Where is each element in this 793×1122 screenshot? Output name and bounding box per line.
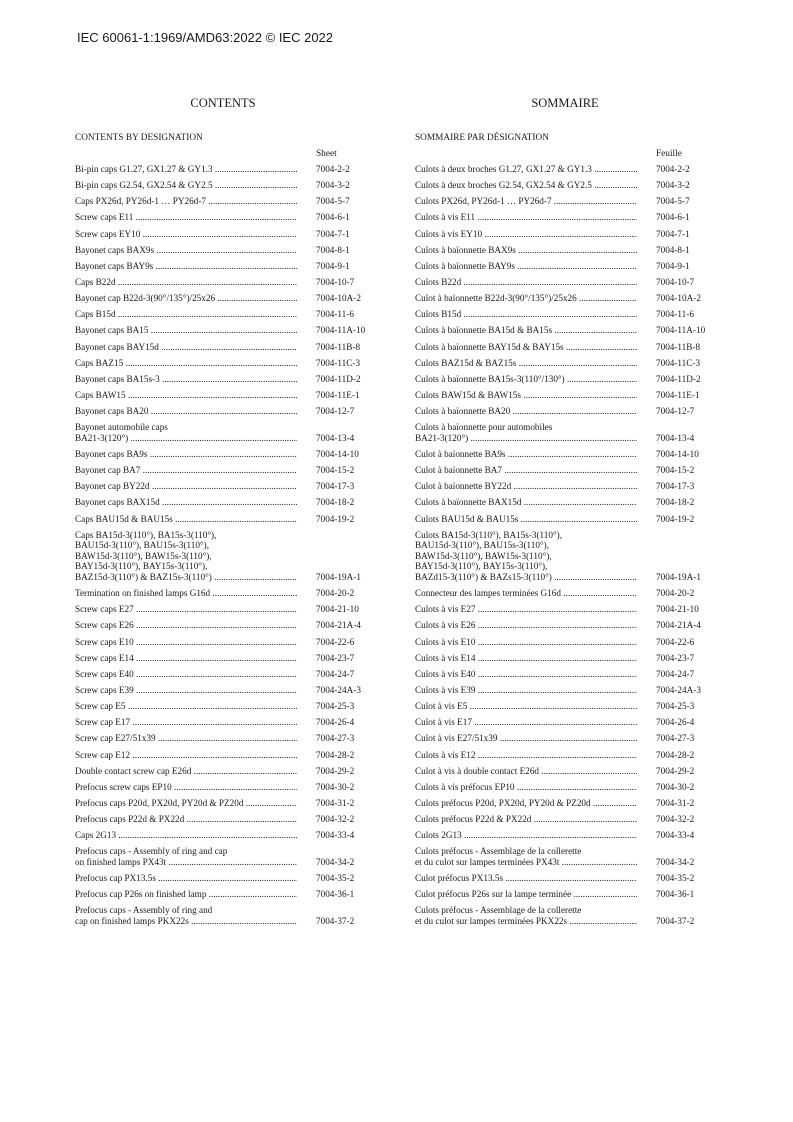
toc-entry <box>75 588 395 599</box>
toc-entry-sheet: 7004-19A-1 <box>656 572 701 583</box>
toc-entry-sheet: 7004-15-2 <box>316 465 355 476</box>
toc-entry <box>75 514 395 525</box>
toc-entry-title: Culots à deux broches G1.27, GX1.27 & GY1.3 ..... <box>415 164 637 175</box>
toc-entry <box>415 342 735 353</box>
toc-entry-sheet: 7004-18-2 <box>316 497 355 508</box>
toc-entry-sheet: 7004-11D-2 <box>656 373 701 384</box>
toc-entry-sheet: 7004-36-1 <box>656 889 695 900</box>
toc-entry <box>415 325 735 336</box>
toc-entry-title: Culot préfocus PX13.5s ..... <box>415 873 637 884</box>
toc-entry-sheet: 7004-9-1 <box>656 260 690 271</box>
toc-entry-sheet: 7004-30-2 <box>316 781 355 792</box>
toc-entry-sheet: 7004-11B-8 <box>316 341 361 352</box>
toc-entry-sheet: 7004-19A-1 <box>316 572 361 583</box>
toc-entry-sheet: 7004-29-2 <box>316 765 355 776</box>
toc-entry <box>75 422 395 443</box>
toc-entry <box>415 766 735 777</box>
toc-entry-title: Culots à baïonnette BA20 ..... <box>415 406 637 417</box>
sheet-column-header: Sheet <box>316 149 337 159</box>
toc-entry <box>415 669 735 680</box>
contents-subtitle: CONTENTS BY DESIGNATION <box>75 133 203 143</box>
toc-entry-title-prefix: Caps BA15d-3(110°), BA15s-3(110°), BAU15d-3(110°), BAU15s-3(110°), BAW15d-3(110°), BAW15s-3(110°), BAY15d-3(110°), BAY15s-3(110°), <box>75 529 217 572</box>
toc-entry-sheet: 7004-36-1 <box>316 889 355 900</box>
toc-entry <box>75 530 395 583</box>
toc-entry <box>75 750 395 761</box>
toc-entry-sheet: 7004-10-7 <box>656 276 695 287</box>
sommaire-list <box>415 164 735 932</box>
toc-entry-sheet: 7004-15-2 <box>656 465 695 476</box>
toc-entry-sheet: 7004-14-10 <box>656 448 699 459</box>
toc-entry <box>415 465 735 476</box>
sommaire-subtitle: SOMMAIRE PAR DÉSIGNATION <box>415 133 549 143</box>
toc-entry-title: Culots B15d ..... <box>415 309 637 320</box>
toc-entry-sheet: 7004-37-2 <box>316 916 355 927</box>
toc-entry-sheet: 7004-17-3 <box>656 481 695 492</box>
toc-entry-title: Screw caps E14 ..... <box>75 653 297 664</box>
toc-entry <box>75 766 395 777</box>
toc-entry-sheet: 7004-32-2 <box>316 814 355 825</box>
toc-entry-sheet: 7004-11-6 <box>316 309 354 320</box>
toc-entry-title: Culots préfocus P22d & PX22d ..... <box>415 814 637 825</box>
toc-entry-sheet: 7004-10-7 <box>316 276 355 287</box>
toc-entry-title: Bayonet caps BAX15d ..... <box>75 497 297 508</box>
toc-entry <box>415 814 735 825</box>
toc-entry-sheet: 7004-24A-3 <box>316 685 361 696</box>
toc-entry <box>75 212 395 223</box>
feuille-column-header: Feuille <box>656 149 682 159</box>
toc-entry-title: BAZ15d-3(110°) & BAZ15s-3(110°) ..... <box>75 572 297 583</box>
toc-entry-sheet: 7004-3-2 <box>656 180 690 191</box>
toc-entry-sheet: 7004-22-6 <box>656 636 695 647</box>
toc-entry <box>75 325 395 336</box>
toc-entry-title: Culots à vis préfocus EP10 ..... <box>415 782 637 793</box>
toc-entry <box>415 905 735 926</box>
toc-entry <box>415 164 735 175</box>
toc-entry-title: Screw caps E40 ..... <box>75 669 297 680</box>
toc-entry-title: Bayonet caps BAX9s ..... <box>75 245 297 256</box>
toc-entry-sheet: 7004-11C-3 <box>316 357 361 368</box>
toc-entry-sheet: 7004-21-10 <box>656 604 699 615</box>
toc-entry <box>415 530 735 583</box>
toc-entry-sheet: 7004-25-3 <box>316 701 355 712</box>
toc-entry-sheet: 7004-17-3 <box>316 481 355 492</box>
toc-entry <box>75 798 395 809</box>
toc-entry <box>75 653 395 664</box>
toc-entry <box>75 782 395 793</box>
toc-entry-title: Prefocus screw caps EP10 ..... <box>75 782 297 793</box>
toc-entry <box>75 604 395 615</box>
toc-entry-title: BA21-3(120°) ..... <box>415 433 637 444</box>
toc-entry-sheet: 7004-24-7 <box>316 668 355 679</box>
toc-entry <box>75 846 395 867</box>
toc-entry <box>415 798 735 809</box>
toc-entry <box>75 620 395 631</box>
toc-entry <box>415 309 735 320</box>
toc-entry-title: Culots à baïonnette BA15d & BA15s ..... <box>415 325 637 336</box>
toc-entry-title-prefix: Culots préfocus - Assemblage de la collerette <box>415 846 582 857</box>
toc-entry-sheet: 7004-11B-8 <box>656 341 701 352</box>
toc-entry-title: BA21-3(120°) ..... <box>75 433 297 444</box>
toc-entry-title: Culot à baïonnette BY22d ..... <box>415 481 637 492</box>
toc-entry-title: Culots à vis E27 ..... <box>415 604 637 615</box>
toc-entry-title: Culot à baïonnette BA7 ..... <box>415 465 637 476</box>
toc-entry-title: Bayonet cap BY22d ..... <box>75 481 297 492</box>
toc-entry-title: Screw caps E39 ..... <box>75 685 297 696</box>
toc-entry-sheet: 7004-12-7 <box>316 406 355 417</box>
toc-entry-sheet: 7004-34-2 <box>316 857 355 868</box>
toc-entry <box>75 637 395 648</box>
toc-entry-sheet: 7004-3-2 <box>316 180 350 191</box>
toc-entry-sheet: 7004-6-1 <box>316 212 350 223</box>
toc-entry-title: Culot préfocus P26s sur la lampe terminée ..... <box>415 889 637 900</box>
toc-entry <box>75 390 395 401</box>
toc-entry-sheet: 7004-31-2 <box>656 798 695 809</box>
toc-entry <box>415 212 735 223</box>
toc-entry <box>75 465 395 476</box>
toc-entry-title: Caps B15d ..... <box>75 309 297 320</box>
toc-entry-title: Bi-pin caps G1.27, GX1.27 & GY1.3 ..... <box>75 164 297 175</box>
toc-entry <box>415 750 735 761</box>
toc-entry-sheet: 7004-5-7 <box>656 196 690 207</box>
toc-entry-title: Bayonet caps BAY9s ..... <box>75 261 297 272</box>
toc-entry-sheet: 7004-30-2 <box>656 781 695 792</box>
toc-entry <box>75 293 395 304</box>
toc-entry <box>415 358 735 369</box>
toc-entry-sheet: 7004-2-2 <box>656 164 690 174</box>
sommaire-title: SOMMAIRE <box>531 96 599 110</box>
toc-entry-title: on finished lamps PX43t ..... <box>75 857 297 868</box>
toc-entry <box>75 196 395 207</box>
toc-entry-sheet: 7004-27-3 <box>316 733 355 744</box>
toc-entry <box>415 196 735 207</box>
toc-entry-sheet: 7004-19-2 <box>316 513 355 524</box>
toc-entry <box>75 669 395 680</box>
toc-entry-sheet: 7004-25-3 <box>656 701 695 712</box>
toc-entry <box>75 889 395 900</box>
toc-entry <box>415 390 735 401</box>
toc-entry-title: Bayonet cap B22d-3(90°/135°)/25x26 ..... <box>75 293 297 304</box>
toc-entry <box>415 733 735 744</box>
toc-entry <box>75 905 395 926</box>
toc-entry <box>75 733 395 744</box>
toc-entry <box>415 293 735 304</box>
toc-entry-sheet: 7004-32-2 <box>656 814 695 825</box>
contents-list <box>75 164 395 932</box>
toc-entry-title: Connecteur des lampes terminées G16d ..... <box>415 588 637 599</box>
toc-entry <box>415 637 735 648</box>
toc-entry <box>415 653 735 664</box>
toc-entry <box>415 481 735 492</box>
document-header: IEC 60061-1:1969/AMD63:2022 © IEC 2022 <box>77 30 334 45</box>
toc-entry-title: Caps PX26d, PY26d-1 … PY26d-7 ..... <box>75 196 297 207</box>
toc-entry-sheet: 7004-7-1 <box>656 228 690 239</box>
toc-entry-title: Screw caps EY10 ..... <box>75 229 297 240</box>
toc-entry-title: Screw caps E10 ..... <box>75 637 297 648</box>
toc-entry <box>75 717 395 728</box>
toc-entry-title: Culot à baïonnette B22d-3(90°/135°)/25x26 ..... <box>415 293 637 304</box>
toc-entry-title: Caps BAZ15 ..... <box>75 358 297 369</box>
toc-entry-title: Culots BAW15d & BAW15s ..... <box>415 390 637 401</box>
toc-entry-sheet: 7004-28-2 <box>656 749 695 760</box>
toc-entry-title: Culots à vis E10 ..... <box>415 637 637 648</box>
toc-entry <box>415 261 735 272</box>
toc-entry-sheet: 7004-13-4 <box>316 432 355 443</box>
toc-entry-title: Caps BAW15 ..... <box>75 390 297 401</box>
toc-entry-sheet: 7004-21-10 <box>316 604 359 615</box>
toc-entry-title: Culots BAU15d & BAU15s ..... <box>415 514 637 525</box>
toc-entry-title: Culot à vis à double contact E26d ..... <box>415 766 637 777</box>
toc-entry <box>75 830 395 841</box>
toc-entry-sheet: 7004-11D-2 <box>316 373 361 384</box>
toc-entry <box>415 497 735 508</box>
toc-entry <box>415 830 735 841</box>
toc-entry-title: Culots à vis E11 ..... <box>415 212 637 223</box>
toc-entry <box>415 717 735 728</box>
toc-entry-title: Prefocus cap P26s on finished lamp ..... <box>75 889 297 900</box>
toc-entry <box>75 481 395 492</box>
toc-entry <box>415 846 735 867</box>
toc-entry-title: Caps 2G13 ..... <box>75 830 297 841</box>
contents-title: CONTENTS <box>190 96 256 110</box>
toc-entry-sheet: 7004-9-1 <box>316 260 350 271</box>
toc-entry <box>415 229 735 240</box>
toc-entry-sheet: 7004-8-1 <box>316 244 350 255</box>
toc-entry-title: Bayonet caps BA20 ..... <box>75 406 297 417</box>
toc-entry-sheet: 7004-14-10 <box>316 448 359 459</box>
toc-entry <box>415 374 735 385</box>
toc-entry-title: Culots à baïonnette BAX9s ..... <box>415 245 637 256</box>
toc-entry <box>415 701 735 712</box>
toc-entry-title: Bayonet caps BA15 ..... <box>75 325 297 336</box>
toc-entry-sheet: 7004-35-2 <box>656 873 695 884</box>
toc-entry <box>415 889 735 900</box>
toc-entry <box>75 406 395 417</box>
toc-entry-sheet: 7004-33-4 <box>656 830 695 841</box>
toc-entry-title-prefix: Culots BA15d-3(110°), BA15s-3(110°), BAU15d-3(110°), BAU15s-3(110°), BAW15d-3(110°), BAW15s-3(110°), BAY15d-3(110°), BAY15s-3(110°), <box>415 529 563 572</box>
toc-entry-sheet: 7004-29-2 <box>656 765 695 776</box>
toc-entry <box>415 604 735 615</box>
toc-entry <box>75 261 395 272</box>
toc-entry-sheet: 7004-26-4 <box>656 717 695 728</box>
toc-entry-sheet: 7004-6-1 <box>656 212 690 223</box>
toc-entry-title: Termination on finished lamps G16d ..... <box>75 588 297 599</box>
toc-entry-title: Screw caps E26 ..... <box>75 620 297 631</box>
toc-entry <box>415 406 735 417</box>
toc-entry <box>415 180 735 191</box>
toc-entry-title: BAZd15-3(110°) & BAZs15-3(110°) ..... <box>415 572 637 583</box>
toc-entry <box>75 374 395 385</box>
toc-entry-sheet: 7004-8-1 <box>656 244 690 255</box>
toc-entry-sheet: 7004-11E-1 <box>656 389 700 400</box>
toc-entry-sheet: 7004-26-4 <box>316 717 355 728</box>
toc-entry-title: Culots BAZ15d & BAZ15s ..... <box>415 358 637 369</box>
toc-entry <box>75 873 395 884</box>
toc-entry-sheet: 7004-35-2 <box>316 873 355 884</box>
toc-entry-title: Caps BAU15d & BAU15s ..... <box>75 514 297 525</box>
toc-entry-sheet: 7004-11-6 <box>656 309 694 320</box>
toc-entry-title: Culots à baïonnette BA15s-3(110°/130°) ..... <box>415 374 637 385</box>
toc-entry <box>75 358 395 369</box>
toc-entry-title: et du culot sur lampes terminées PX43t ..... <box>415 857 637 868</box>
toc-entry-title: Culot à vis E17 ..... <box>415 717 637 728</box>
toc-entry-title: Screw caps E11 ..... <box>75 212 297 223</box>
toc-entry <box>415 449 735 460</box>
toc-entry-title: et du culot sur lampes terminées PKX22s ..... <box>415 916 637 927</box>
toc-entry-title: Culots à vis E26 ..... <box>415 620 637 631</box>
toc-entry <box>415 782 735 793</box>
toc-entry-sheet: 7004-33-4 <box>316 830 355 841</box>
toc-entry-title: Culots à vis E12 ..... <box>415 750 637 761</box>
toc-entry-sheet: 7004-11A-10 <box>316 325 366 336</box>
toc-entry-title: Culot à vis E5 ..... <box>415 701 637 712</box>
toc-entry-title: Bayonet caps BA9s ..... <box>75 449 297 460</box>
toc-entry <box>75 245 395 256</box>
toc-entry-title: cap on finished lamps PKX22s ..... <box>75 916 297 927</box>
toc-entry <box>75 342 395 353</box>
toc-entry-title: Culots à vis E14 ..... <box>415 653 637 664</box>
toc-entry <box>75 277 395 288</box>
toc-entry-title: Screw cap E12 ..... <box>75 750 297 761</box>
toc-entry <box>415 873 735 884</box>
toc-entry-sheet: 7004-20-2 <box>316 588 355 599</box>
toc-entry <box>415 685 735 696</box>
toc-entry-sheet: 7004-27-3 <box>656 733 695 744</box>
toc-entry-sheet: 7004-10A-2 <box>316 293 361 304</box>
toc-entry <box>75 309 395 320</box>
toc-entry <box>75 164 395 175</box>
toc-entry <box>75 229 395 240</box>
toc-entry-sheet: 7004-28-2 <box>316 749 355 760</box>
toc-entry <box>415 620 735 631</box>
toc-entry-title: Culots PX26d, PY26d-1 … PY26d-7 ..... <box>415 196 637 207</box>
toc-entry <box>415 514 735 525</box>
toc-entry-sheet: 7004-12-7 <box>656 406 695 417</box>
toc-entry-title: Screw cap E5 ..... <box>75 701 297 712</box>
toc-entry <box>75 180 395 191</box>
toc-entry-sheet: 7004-11E-1 <box>316 389 360 400</box>
toc-entry-sheet: 7004-22-6 <box>316 636 355 647</box>
toc-entry-title: Prefocus cap PX13.5s ..... <box>75 873 297 884</box>
toc-entry-title-prefix: Culots à baïonnette pour automobiles <box>415 422 553 433</box>
toc-entry <box>415 422 735 443</box>
toc-entry <box>75 449 395 460</box>
toc-entry-title: Caps B22d ..... <box>75 277 297 288</box>
toc-entry-title: Bayonet cap BA7 ..... <box>75 465 297 476</box>
toc-entry-title: Culots préfocus P20d, PX20d, PY20d & PZ20d ..... <box>415 798 637 809</box>
toc-entry-title: Double contact screw cap E26d ..... <box>75 766 297 777</box>
toc-entry-title: Culot à baïonnette BA9s ..... <box>415 449 637 460</box>
toc-entry-title-prefix: Culots préfocus - Assemblage de la collerette <box>415 905 582 916</box>
toc-entry-sheet: 7004-24-7 <box>656 668 695 679</box>
toc-entry-sheet: 7004-7-1 <box>316 228 350 239</box>
toc-entry-title: Culots à deux broches G2.54, GX2.54 & GY2.5 ..... <box>415 180 637 191</box>
toc-entry-title: Culots à vis E39 ..... <box>415 685 637 696</box>
toc-entry-title-prefix: Bayonet automobile caps <box>75 422 168 433</box>
toc-entry-title: Culots à baïonnette BAY9s ..... <box>415 261 637 272</box>
toc-entry-title: Screw cap E17 ..... <box>75 717 297 728</box>
toc-entry-title: Culots à baïonnette BAX15d ..... <box>415 497 637 508</box>
toc-entry <box>75 497 395 508</box>
toc-entry-sheet: 7004-23-7 <box>316 652 355 663</box>
toc-entry-title: Screw caps E27 ..... <box>75 604 297 615</box>
toc-entry-sheet: 7004-11A-10 <box>656 325 706 336</box>
toc-entry-title: Culot à vis E27/51x39 ..... <box>415 733 637 744</box>
toc-entry-sheet: 7004-5-7 <box>316 196 350 207</box>
toc-entry-title: Prefocus caps P22d & PX22d ..... <box>75 814 297 825</box>
toc-entry-title: Culots 2G13 ..... <box>415 830 637 841</box>
toc-entry-title: Culots à vis EY10 ..... <box>415 229 637 240</box>
toc-entry-title-prefix: Prefocus caps - Assembly of ring and <box>75 905 213 916</box>
toc-entry-sheet: 7004-10A-2 <box>656 293 701 304</box>
toc-entry-sheet: 7004-37-2 <box>656 916 695 927</box>
toc-entry-title: Culots à vis E40 ..... <box>415 669 637 680</box>
toc-entry-sheet: 7004-21A-4 <box>316 620 361 631</box>
toc-entry-sheet: 7004-21A-4 <box>656 620 701 631</box>
toc-entry <box>75 814 395 825</box>
toc-entry-title: Prefocus caps P20d, PX20d, PY20d & PZ20d ..... <box>75 798 297 809</box>
toc-entry-sheet: 7004-11C-3 <box>656 357 701 368</box>
toc-entry-sheet: 7004-20-2 <box>656 588 695 599</box>
toc-entry-sheet: 7004-34-2 <box>656 857 695 868</box>
toc-entry-sheet: 7004-19-2 <box>656 513 695 524</box>
toc-entry-title: Screw cap E27/51x39 ..... <box>75 733 297 744</box>
toc-entry-title: Bayonet caps BA15s-3 ..... <box>75 374 297 385</box>
toc-entry-title: Culots B22d ..... <box>415 277 637 288</box>
toc-entry-sheet: 7004-18-2 <box>656 497 695 508</box>
toc-entry-sheet: 7004-24A-3 <box>656 685 701 696</box>
toc-entry <box>415 277 735 288</box>
toc-entry <box>415 245 735 256</box>
toc-entry-title: Culots à baïonnette BAY15d & BAY15s ..... <box>415 342 637 353</box>
toc-entry <box>415 588 735 599</box>
toc-entry-sheet: 7004-13-4 <box>656 432 695 443</box>
toc-entry-title-prefix: Prefocus caps - Assembly of ring and cap <box>75 846 228 857</box>
toc-entry-sheet: 7004-2-2 <box>316 164 350 174</box>
toc-entry-sheet: 7004-31-2 <box>316 798 355 809</box>
toc-entry-sheet: 7004-23-7 <box>656 652 695 663</box>
toc-entry-title: Bi-pin caps G2.54, GX2.54 & GY2.5 ..... <box>75 180 297 191</box>
toc-entry <box>75 685 395 696</box>
toc-entry <box>75 701 395 712</box>
toc-entry-title: Bayonet caps BAY15d ..... <box>75 342 297 353</box>
